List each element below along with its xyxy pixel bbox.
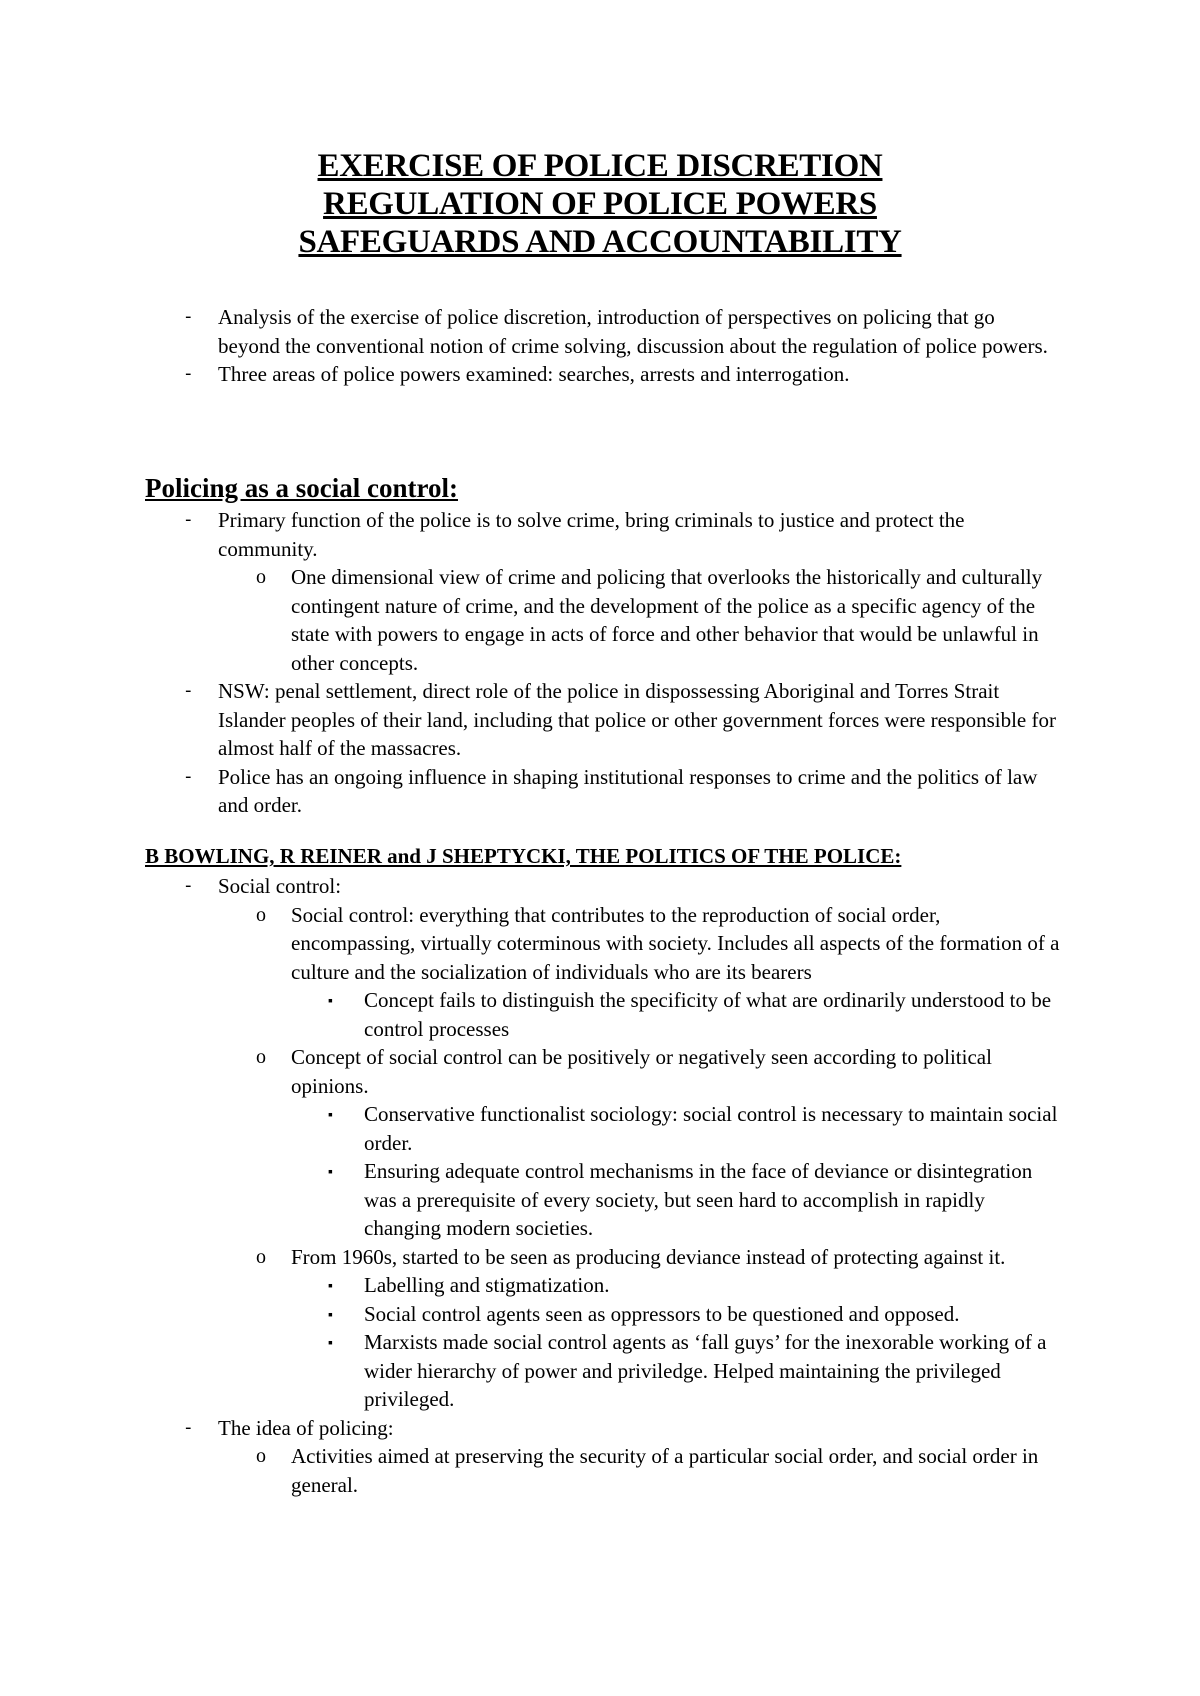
list-item-text: Labelling and stigmatization. <box>364 1273 610 1297</box>
circle-bullet: o <box>256 1046 266 1068</box>
list-item <box>0 1100 1064 1157</box>
list-item-text: Activities aimed at preserving the security of a particular social order, and social order in general. <box>291 1444 1039 1497</box>
list-item-text: Analysis of the exercise of police discretion, introduction of perspectives on policing that go beyond the conventional notion of crime solving, discussion about the regulation of police powers. <box>218 305 1048 358</box>
list-item-text: Police has an ongoing influence in shaping institutional responses to crime and the politics of law and order. <box>218 764 1038 817</box>
dash-bullet: - <box>185 680 192 701</box>
list-item <box>0 986 1064 1043</box>
title-line-3: SAFEGUARDS AND ACCOUNTABILITY <box>298 224 902 260</box>
title-line-1: EXERCISE OF POLICE DISCRETION <box>317 148 883 184</box>
dash-bullet: - <box>185 509 192 530</box>
subsection-heading: B BOWLING, R REINER and J SHEPTYCKI, THE POLITICS OF THE POLICE: <box>145 844 902 868</box>
list-item <box>0 1243 1066 1272</box>
list-item <box>0 563 1066 677</box>
list-item-text: The idea of policing: <box>218 1415 394 1440</box>
dash-bullet: - <box>185 1416 192 1438</box>
list-item <box>0 1300 1064 1329</box>
dash-bullet: - <box>185 363 192 384</box>
dash-bullet: - <box>185 765 192 787</box>
list-item-text: Concept of social control can be positively or negatively seen according to political opinions. <box>291 1045 992 1098</box>
list-item-text: Social control agents seen as oppressors to be questioned and opposed. <box>364 1301 960 1326</box>
list-item <box>0 1157 1064 1243</box>
list-item <box>0 1271 1064 1300</box>
list-item-text: Ensuring adequate control mechanisms in the face of deviance or disintegration was a prerequisite of every society, but seen hard to accomplish in rapidly changing modern societies. <box>364 1159 1033 1240</box>
section-list <box>0 506 1200 820</box>
list-item <box>0 677 1058 763</box>
circle-bullet: o <box>256 1245 266 1268</box>
list-item-text: Primary function of the police is to solve crime, bring criminals to justice and protect the community. <box>218 508 965 561</box>
list-item <box>0 1043 1066 1100</box>
list-item <box>0 506 1058 563</box>
list-item-text: Marxists made social control agents as ‘fall guys’ for the inexorable working of a wider hierarchy of power and priviledge. Helped maintaining the privileged privileged. <box>364 1330 1047 1411</box>
list-item-text: NSW: penal settlement, direct role of the police in dispossessing Aboriginal and Torres Strait Islander peoples of their land, including that police or other government forces were responsible for almost half of the massacres. <box>218 679 1056 760</box>
list-item-text: Social control: <box>218 874 342 898</box>
list-item <box>0 1442 1066 1499</box>
list-item <box>0 763 1058 820</box>
circle-bullet: o <box>256 1445 266 1467</box>
square-bullet: ▪ <box>328 1165 333 1180</box>
circle-bullet: o <box>256 903 266 926</box>
list-item-text: Social control: everything that contributes to the reproduction of social order, encompassing, virtually coterminous with society. Includes all aspects of the formation of a culture and the socialization of individuals who are its bearers <box>291 902 1060 984</box>
dash-bullet: - <box>185 306 192 327</box>
square-bullet: ▪ <box>328 1336 333 1351</box>
list-item-text: One dimensional view of crime and policing that overlooks the historically and culturally contingent nature of crime, and the development of the police as a specific agency of the state with powers to engage in acts of force and other behavior that would be unlawful in other concepts. <box>291 565 1043 675</box>
square-bullet: ▪ <box>328 994 333 1009</box>
square-bullet: ▪ <box>328 1108 333 1123</box>
list-item <box>0 1328 1064 1414</box>
list-item <box>0 303 1058 360</box>
list-item <box>0 1414 1058 1443</box>
square-bullet: ▪ <box>328 1307 333 1323</box>
title-line-2: REGULATION OF POLICE POWERS <box>323 186 877 222</box>
list-item-text: Three areas of police powers examined: searches, arrests and interrogation. <box>218 362 850 386</box>
subsection-list <box>0 872 1200 1499</box>
list-item <box>0 872 1058 901</box>
list-item-text: From 1960s, started to be seen as producing deviance instead of protecting against it. <box>291 1244 1006 1269</box>
list-item <box>0 901 1066 987</box>
document-title <box>0 147 1200 261</box>
list-item-text: Conservative functionalist sociology: social control is necessary to maintain social order. <box>364 1102 1058 1155</box>
circle-bullet: o <box>256 566 266 588</box>
list-item-text: Concept fails to distinguish the specificity of what are ordinarily understood to be control processes <box>364 988 1052 1041</box>
section-heading: Policing as a social control: <box>145 473 458 503</box>
square-bullet: ▪ <box>328 1279 333 1294</box>
intro-list <box>0 303 1200 389</box>
list-item <box>0 360 1058 389</box>
dash-bullet: - <box>185 875 192 896</box>
